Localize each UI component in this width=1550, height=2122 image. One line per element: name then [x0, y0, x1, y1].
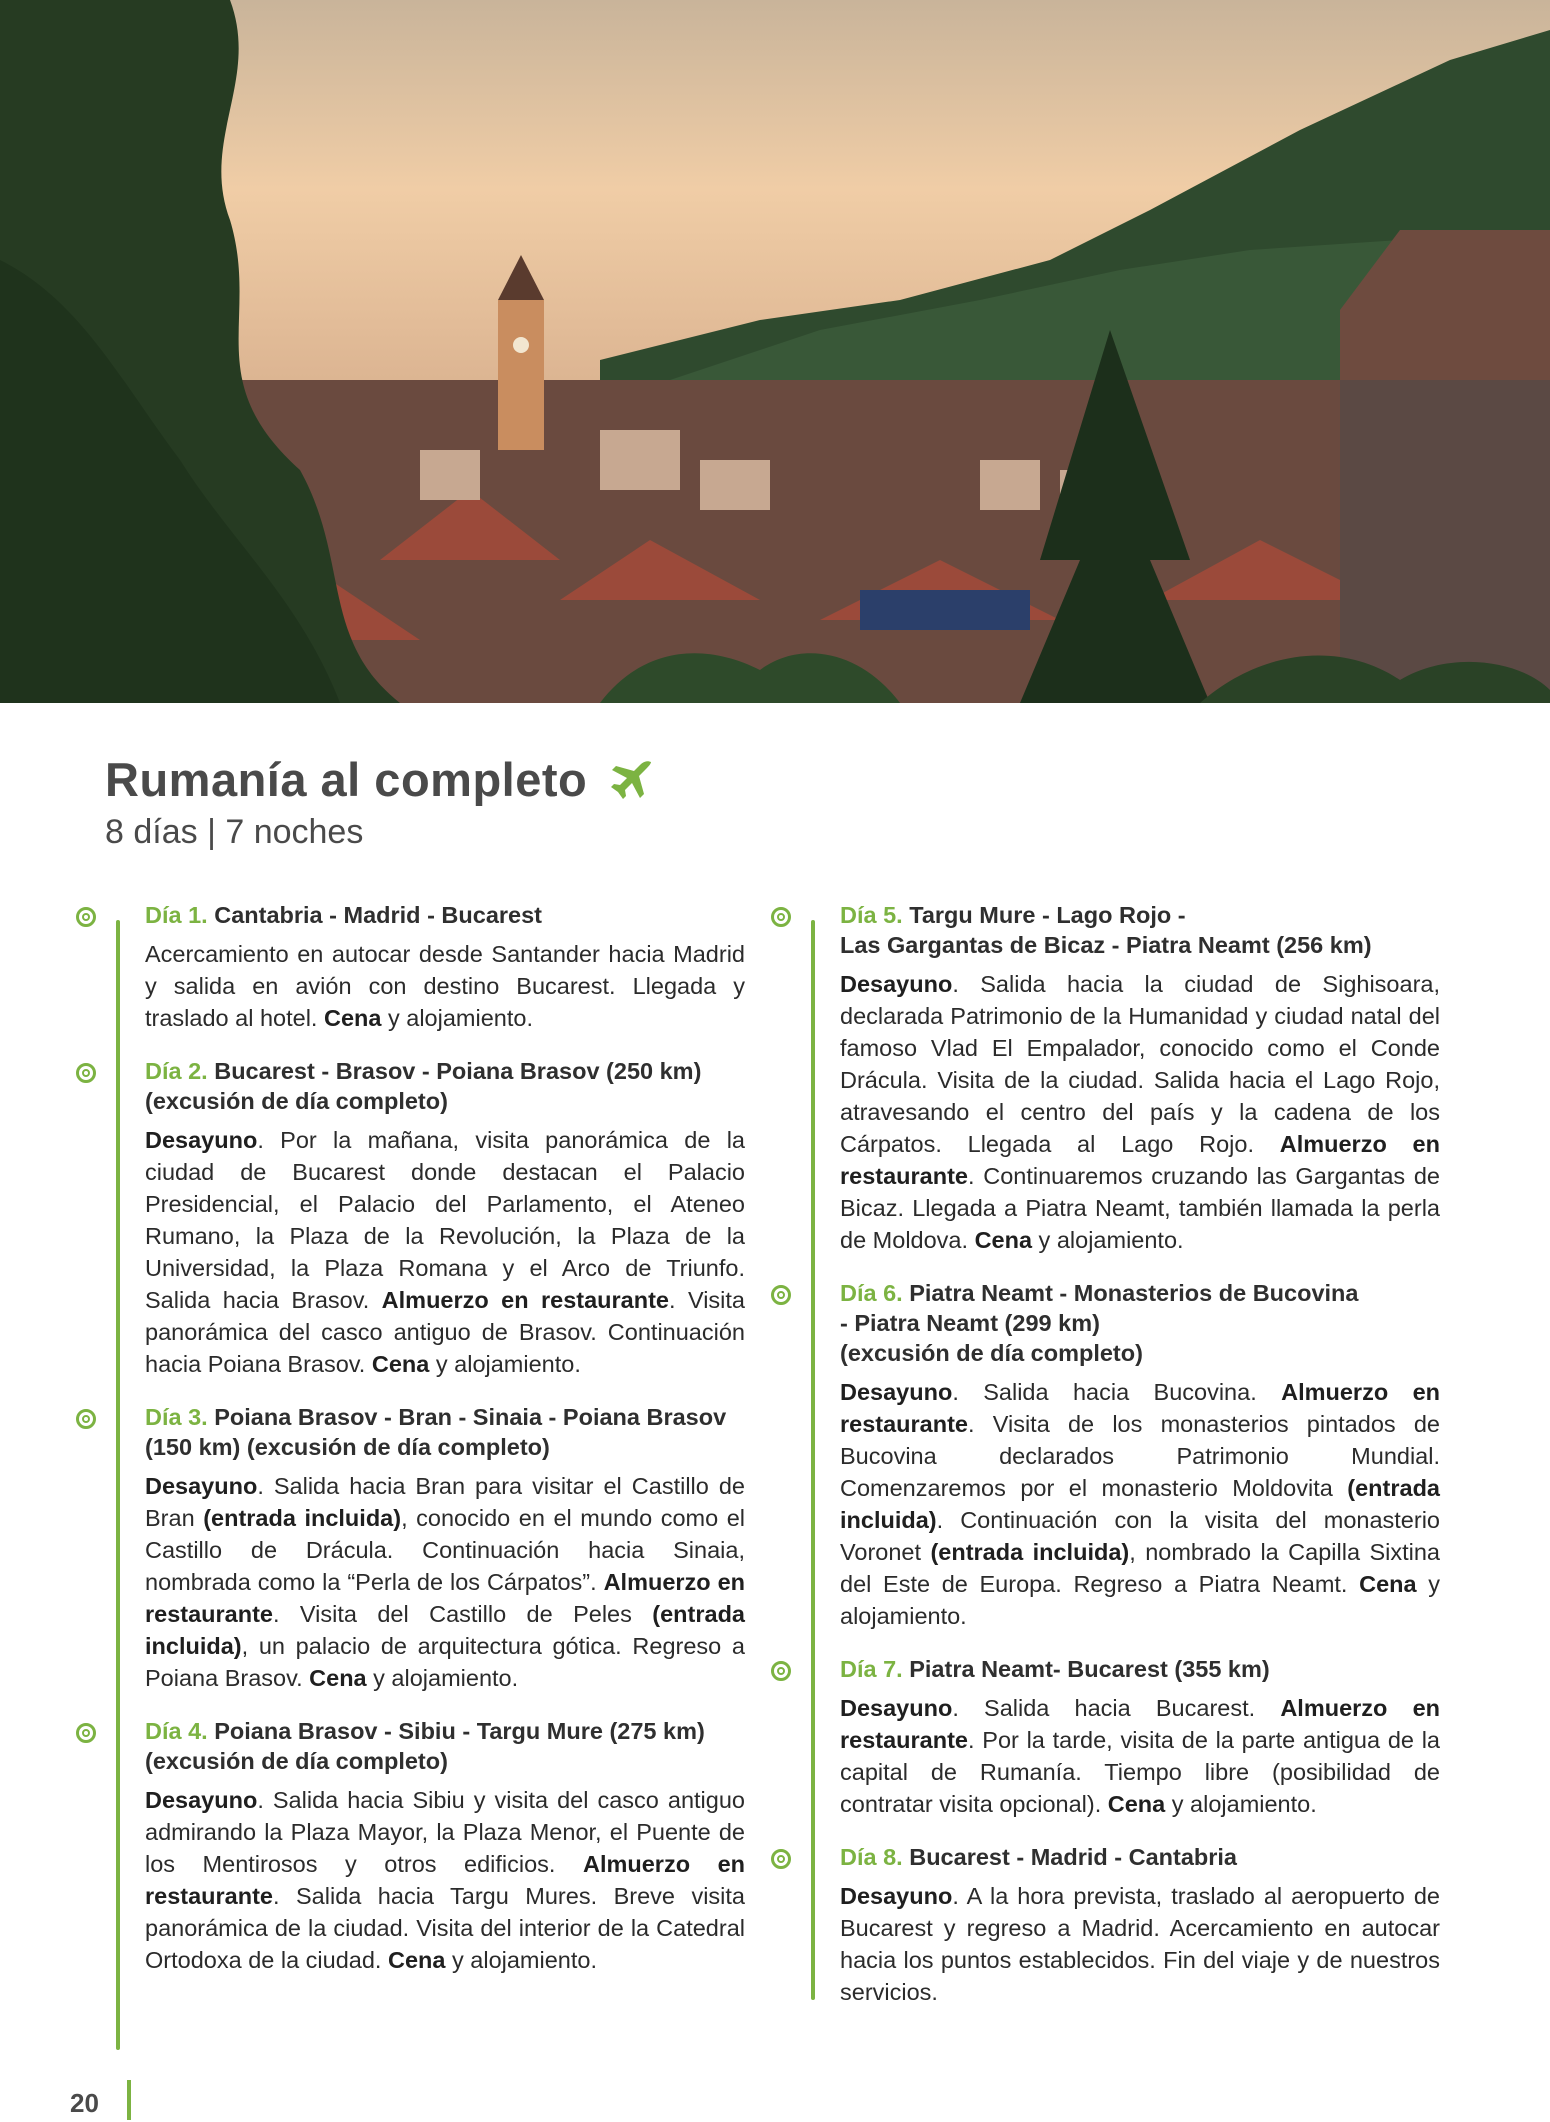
- highlight-text: Cena: [388, 1947, 446, 1973]
- target-circle-icon: [771, 1661, 791, 1681]
- day-number: Día 4.: [145, 1718, 208, 1744]
- highlight-text: (entrada incluida): [145, 1601, 745, 1659]
- highlight-text: Desayuno: [840, 971, 953, 997]
- day-description: Desayuno. Por la mañana, visita panorámica de la ciudad de Bucarest donde destacan el Palacio Presidencial, el Palacio del Parlamento, el Ateneo Rumano, la Plaza de la Revolución, la Plaza de la Universidad, la Plaza Romana y el Arco de Triunfo. Salida hacia Brasov. Almuerzo en restaurante. Visita panorámica del casco antiguo de Brasov. Continuación hacia Poiana Brasov. Cena y alojamiento.: [145, 1127, 745, 1377]
- day-route: Piatra Neamt- Bucarest (355 km): [902, 1656, 1270, 1682]
- day-route: Piatra Neamt - Monasterios de Bucovina: [902, 1280, 1359, 1306]
- itinerary-day: [105, 1716, 745, 1976]
- hero-photo: [0, 0, 1550, 703]
- day-number: Día 1.: [145, 902, 208, 928]
- page-title: [105, 752, 655, 807]
- highlight-text: Cena: [323, 1005, 382, 1031]
- target-circle-icon: [771, 1285, 791, 1305]
- highlight-text: (entrada incluida): [930, 1539, 1130, 1565]
- highlight-text: Almuerzo en restaurante: [840, 1131, 1440, 1189]
- day-route-detail: (excusión de día completo): [145, 1088, 448, 1114]
- day-route: Poiana Brasov - Sibiu - Targu Mure (275 km): [207, 1718, 705, 1744]
- day-number: Día 5.: [840, 902, 903, 928]
- day-number: Día 6.: [840, 1280, 903, 1306]
- itinerary-day: [105, 1402, 745, 1694]
- target-circle-icon: [76, 907, 96, 927]
- day-route: Bucarest - Brasov - Poiana Brasov (250 km): [207, 1058, 702, 1084]
- highlight-text: Cena: [974, 1227, 1033, 1253]
- day-route-detail: - Piatra Neamt (299 km): [840, 1310, 1100, 1336]
- day-heading: [800, 1842, 1440, 1872]
- day-description: Desayuno. Salida hacia la ciudad de Sighisoara, declarada Patrimonio de la Humanidad y ciudad natal del famoso Vlad El Empalador, conocido como el Conde Drácula. Visita de la ciudad. Salida hacia el Lago Rojo, atravesando el centro del país y la cadena de los Cárpatos. Llegada al Lago Rojo. Almuerzo en restaurante. Continuaremos cruzando las Gargantas de Bicaz. Llegada a Piatra Neamt, también llamada la perla de Moldova. Cena y alojamiento.: [840, 971, 1440, 1253]
- day-number: Día 8.: [840, 1844, 903, 1870]
- day-description: Desayuno. Salida hacia Bran para visitar el Castillo de Bran (entrada incluida), conocido en el mundo como el Castillo de Drácula. Continuación hacia Sinaia, nombrada como la “Perla de los Cárpatos”. Almuerzo en restaurante. Visita del Castillo de Peles (entrada incluida), un palacio de arquitectura gótica. Regreso a Poiana Brasov. Cena y alojamiento.: [145, 1473, 745, 1691]
- day-heading: [800, 1654, 1440, 1684]
- day-heading: [800, 900, 1440, 960]
- highlight-text: Cena: [371, 1351, 430, 1377]
- day-route: Targu Mure - Lago Rojo -: [902, 902, 1186, 928]
- title-block: [105, 752, 655, 852]
- day-description: Acercamiento en autocar desde Santander hacia Madrid y salida en avión con destino Bucarest. Llegada y traslado al hotel. Cena y alojamiento.: [145, 941, 745, 1031]
- day-route-detail: (excusión de día completo): [145, 1748, 448, 1774]
- day-route-detail: (excusión de día completo): [840, 1340, 1143, 1366]
- highlight-text: (entrada incluida): [203, 1505, 402, 1531]
- target-circle-icon: [76, 1063, 96, 1083]
- highlight-text: Almuerzo en restaurante: [840, 1695, 1440, 1753]
- day-description: Desayuno. Salida hacia Bucarest. Almuerzo en restaurante. Por la tarde, visita de la parte antigua de la capital de Rumanía. Tiempo libre (posibilidad de contratar visita opcional). Cena y alojamiento.: [840, 1695, 1440, 1817]
- highlight-text: Almuerzo en restaurante: [381, 1287, 669, 1313]
- day-description: Desayuno. A la hora prevista, traslado al aeropuerto de Bucarest y regreso a Madrid. Acercamiento en autocar hacia los puntos establecidos. Fin del viaje y de nuestros servicios.: [840, 1883, 1440, 2005]
- day-heading: [105, 1402, 745, 1462]
- highlight-text: (entrada incluida): [840, 1475, 1440, 1533]
- day-description: Desayuno. Salida hacia Sibiu y visita del casco antiguo admirando la Plaza Mayor, la Plaza Menor, el Puente de los Mentirosos y otros edificios. Almuerzo en restaurante. Salida hacia Targu Mures. Breve visita panorámica de la ciudad. Visita del interior de la Catedral Ortodoxa de la ciudad. Cena y alojamiento.: [145, 1787, 745, 1973]
- itinerary-day: [105, 900, 745, 1034]
- day-route: Poiana Brasov - Bran - Sinaia - Poiana Brasov: [207, 1404, 727, 1430]
- itinerary-day: [105, 1056, 745, 1380]
- page-subtitle: 8 días | 7 noches: [105, 813, 364, 851]
- day-heading: [800, 1278, 1440, 1368]
- itinerary-right-column: [800, 900, 1440, 2030]
- highlight-text: Desayuno: [145, 1127, 258, 1153]
- highlight-text: Almuerzo en restaurante: [145, 1851, 745, 1909]
- page-number: 20: [70, 2088, 99, 2118]
- day-description: Desayuno. Salida hacia Bucovina. Almuerzo en restaurante. Visita de los monasterios pintados de Bucovina declarados Patrimonio Mundial. Comenzaremos por el monasterio Moldovita (entrada incluida). Continuación con la visita del monasterio Voronet (entrada incluida), nombrado la Capilla Sixtina del Este de Europa. Regreso a Piatra Neamt. Cena y alojamiento.: [840, 1379, 1441, 1629]
- title-text: Rumanía al completo: [105, 753, 588, 806]
- highlight-text: Desayuno: [840, 1883, 953, 1909]
- day-route-detail: (150 km) (excusión de día completo): [145, 1434, 550, 1460]
- day-number: Día 3.: [145, 1404, 208, 1430]
- highlight-text: Desayuno: [145, 1787, 258, 1813]
- highlight-text: Cena: [1359, 1571, 1417, 1597]
- target-circle-icon: [771, 1849, 791, 1869]
- highlight-text: Cena: [309, 1665, 367, 1691]
- target-circle-icon: [76, 1409, 96, 1429]
- target-circle-icon: [76, 1723, 96, 1743]
- highlight-text: Desayuno: [145, 1473, 258, 1499]
- itinerary-day: [800, 1842, 1440, 2008]
- day-route-detail: Las Gargantas de Bicaz - Piatra Neamt (256 km): [840, 932, 1372, 958]
- day-number: Día 7.: [840, 1656, 903, 1682]
- highlight-text: Cena: [1107, 1791, 1166, 1817]
- highlight-text: Desayuno: [840, 1695, 953, 1721]
- day-heading: [105, 1056, 745, 1116]
- itinerary-day: [800, 1278, 1440, 1632]
- highlight-text: Almuerzo en restaurante: [840, 1379, 1440, 1437]
- page-number-bar: [127, 2080, 131, 2120]
- day-heading: [105, 1716, 745, 1776]
- itinerary-day: [800, 900, 1440, 1256]
- highlight-text: Almuerzo en restaurante: [145, 1569, 745, 1627]
- day-heading: [105, 900, 745, 930]
- target-circle-icon: [771, 907, 791, 927]
- day-route: Cantabria - Madrid - Bucarest: [207, 902, 542, 928]
- itinerary-left-column: [105, 900, 745, 1998]
- itinerary-day: [800, 1654, 1440, 1820]
- day-number: Día 2.: [145, 1058, 208, 1084]
- highlight-text: Desayuno: [840, 1379, 953, 1405]
- plane-icon: [607, 756, 655, 804]
- day-route: Bucarest - Madrid - Cantabria: [902, 1844, 1237, 1870]
